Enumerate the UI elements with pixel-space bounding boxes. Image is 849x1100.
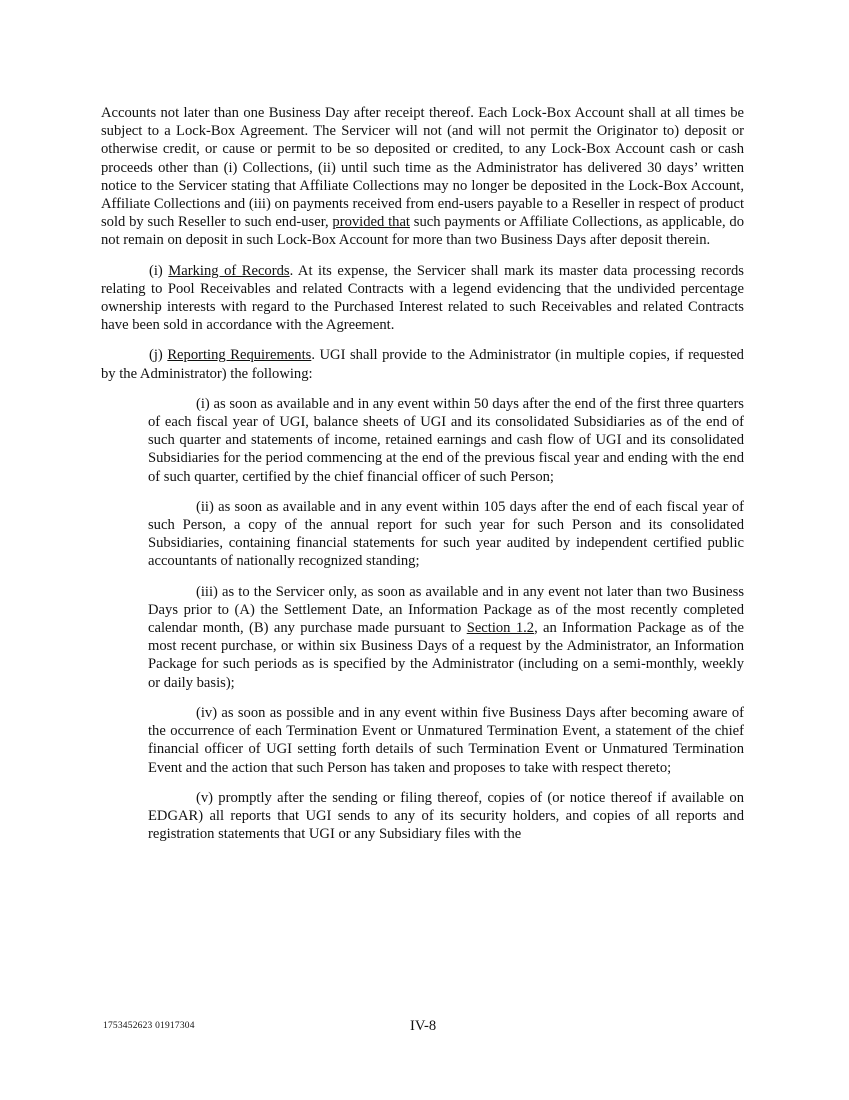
section-j-reporting-requirements: (j) Reporting Requirements. UGI shall provide to the Administrator (in multiple copies, if requested by the Administrator) the following: [101, 347, 744, 382]
subsection-iii: (iii) as to the Servicer only, as soon as available and in any event not later than two Business Days prior to (A) the Settlement Date, an Information Package as of the most recently completed calendar month, (B) any purchase made pursuant to Section 1.2, an Information Package as of the most recent purchase, or within six Business Days of a request by the Administrator, an Information Package for such periods as is specified by the Administrator (including on a semi-monthly, weekly or daily basis); [148, 583, 744, 691]
subsection-ii: (ii) as soon as available and in any event within 105 days after the end of each fiscal year of such Person, a copy of the annual report for such year for such Person and its consolidated Subsidiaries, containing financial statements for such year audited by independent certified public accountants of nationally recognized standing; [148, 498, 744, 570]
section-j-heading: Reporting Requirements [167, 347, 312, 364]
subsection-v: (v) promptly after the sending or filing thereof, copies of (or notice thereof if available on EDGAR) all reports that UGI sends to any of its security holders, and copies of all reports and registration statements that UGI or any Subsidiary files with the [148, 789, 744, 843]
document-id: 1753452623 01917304 [103, 1021, 195, 1031]
section-i-heading: Marking of Records [168, 262, 290, 279]
subsection-iv: (iv) as soon as possible and in any event within five Business Days after becoming aware of the occurrence of each Termination Event or Unmatured Termination Event, a statement of the chief financial officer of UGI setting forth details of such Termination Event or Unmatured Termination Event and the action that such Person has taken and proposes to take with respect thereto; [148, 704, 744, 776]
page-number: IV-8 [410, 1018, 437, 1034]
subsection-i: (i) as soon as available and in any event within 50 days after the end of the first three quarters of each fiscal year of UGI, balance sheets of UGI and its consolidated Subsidiaries as of the end of such quarter and statements of income, retained earnings and cash flow of UGI and its consolidated Subsidiaries for the period commencing at the end of the previous fiscal year and ending with the end of such quarter, certified by the chief financial officer of such Person; [148, 395, 744, 485]
provided-that-term: provided that [332, 214, 410, 231]
document-page [101, 104, 744, 843]
section-i-marking-of-records: (i) Marking of Records. At its expense, the Servicer shall mark its master data processing records relating to Pool Receivables and related Contracts with a legend evidencing that the undivided percentage ownership interests with regard to the Purchased Interest related to such Receivables and related Contracts have been sold in accordance with the Agreement. [101, 262, 744, 334]
lockbox-paragraph: Accounts not later than one Business Day after receipt thereof. Each Lock-Box Account shall at all times be subject to a Lock-Box Agreement. The Servicer will not (and will not permit the Originator to) deposit or otherwise credit, or cause or permit to be so deposited or credited, to any Lock-Box Account cash or cash proceeds other than (i) Collections, (ii) until such time as the Administrator has delivered 30 days’ written notice to the Servicer stating that Affiliate Collections may no longer be deposited in the Lock-Box Account, Affiliate Collections and (iii) on payments received from end-users payable to a Reseller in respect of product sold by such Reseller to such end-user, provided that such payments or Affiliate Collections, as applicable, do not remain on deposit in such Lock-Box Account for more than two Business Days after deposit therein. [101, 105, 744, 249]
section-1-2-reference: Section 1.2 [466, 620, 535, 637]
